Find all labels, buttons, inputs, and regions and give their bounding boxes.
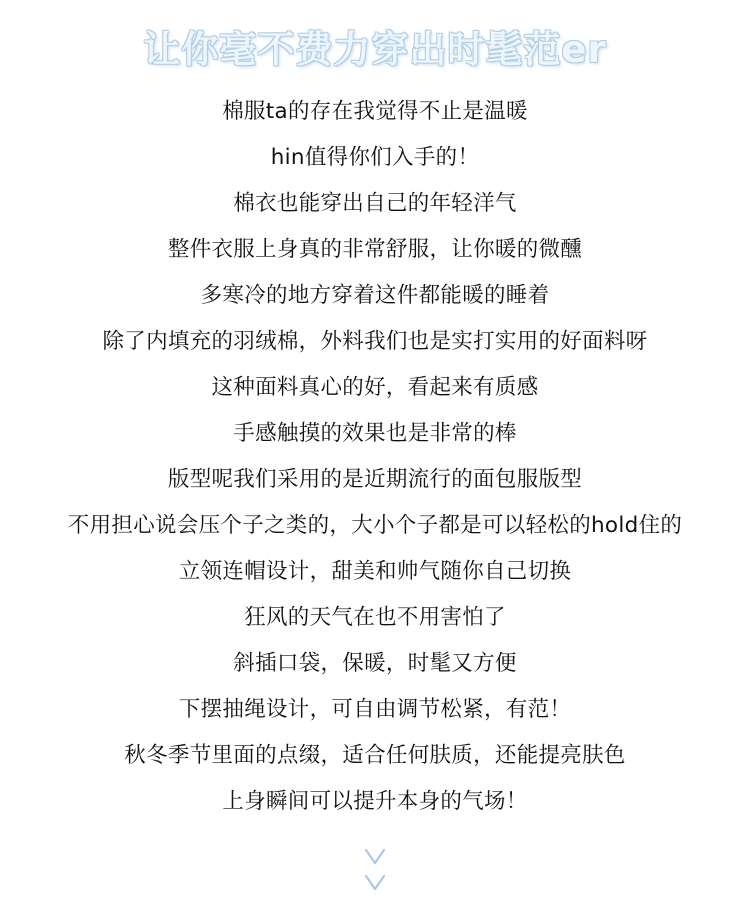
description-line: 斜插口袋，保暖，时髦又方便 xyxy=(233,651,517,676)
description-list xyxy=(0,89,750,825)
scroll-down-indicator xyxy=(360,842,390,896)
description-line: 秋冬季节里面的点缀，适合任何肤质，还能提亮肤色 xyxy=(124,743,626,768)
description-line: 除了内填充的羽绒棉，外料我们也是实打实用的好面料呀 xyxy=(102,329,648,354)
headline-banner xyxy=(0,26,750,74)
description-line: 狂风的天气在也不用害怕了 xyxy=(244,605,506,630)
description-line: 不用担心说会压个子之类的，大小个子都是可以轻松的hold住的 xyxy=(67,513,683,538)
description-line: 立领连帽设计，甜美和帅气随你自己切换 xyxy=(178,559,572,584)
chevron-down-icon xyxy=(360,846,390,868)
description-line: 多寒冷的地方穿着这件都能暖的睡着 xyxy=(200,283,550,308)
description-line: hin值得你们入手的！ xyxy=(270,145,480,170)
description-line: 版型呢我们采用的是近期流行的面包服版型 xyxy=(167,467,583,492)
chevron-down-icon xyxy=(360,872,390,894)
description-line: 手感触摸的效果也是非常的棒 xyxy=(233,421,517,446)
page-title: 让你毫不费力穿出时髦范er xyxy=(143,28,607,71)
description-line: 整件衣服上身真的非常舒服，让你暖的微醺 xyxy=(167,237,583,262)
description-line: 棉服ta的存在我觉得不止是温暖 xyxy=(222,99,528,124)
description-line: 下摆抽绳设计，可自由调节松紧，有范！ xyxy=(178,697,572,722)
description-line: 棉衣也能穿出自己的年轻洋气 xyxy=(233,191,517,216)
description-line: 这种面料真心的好，看起来有质感 xyxy=(211,375,539,400)
description-line: 上身瞬间可以提升本身的气场！ xyxy=(222,789,528,814)
